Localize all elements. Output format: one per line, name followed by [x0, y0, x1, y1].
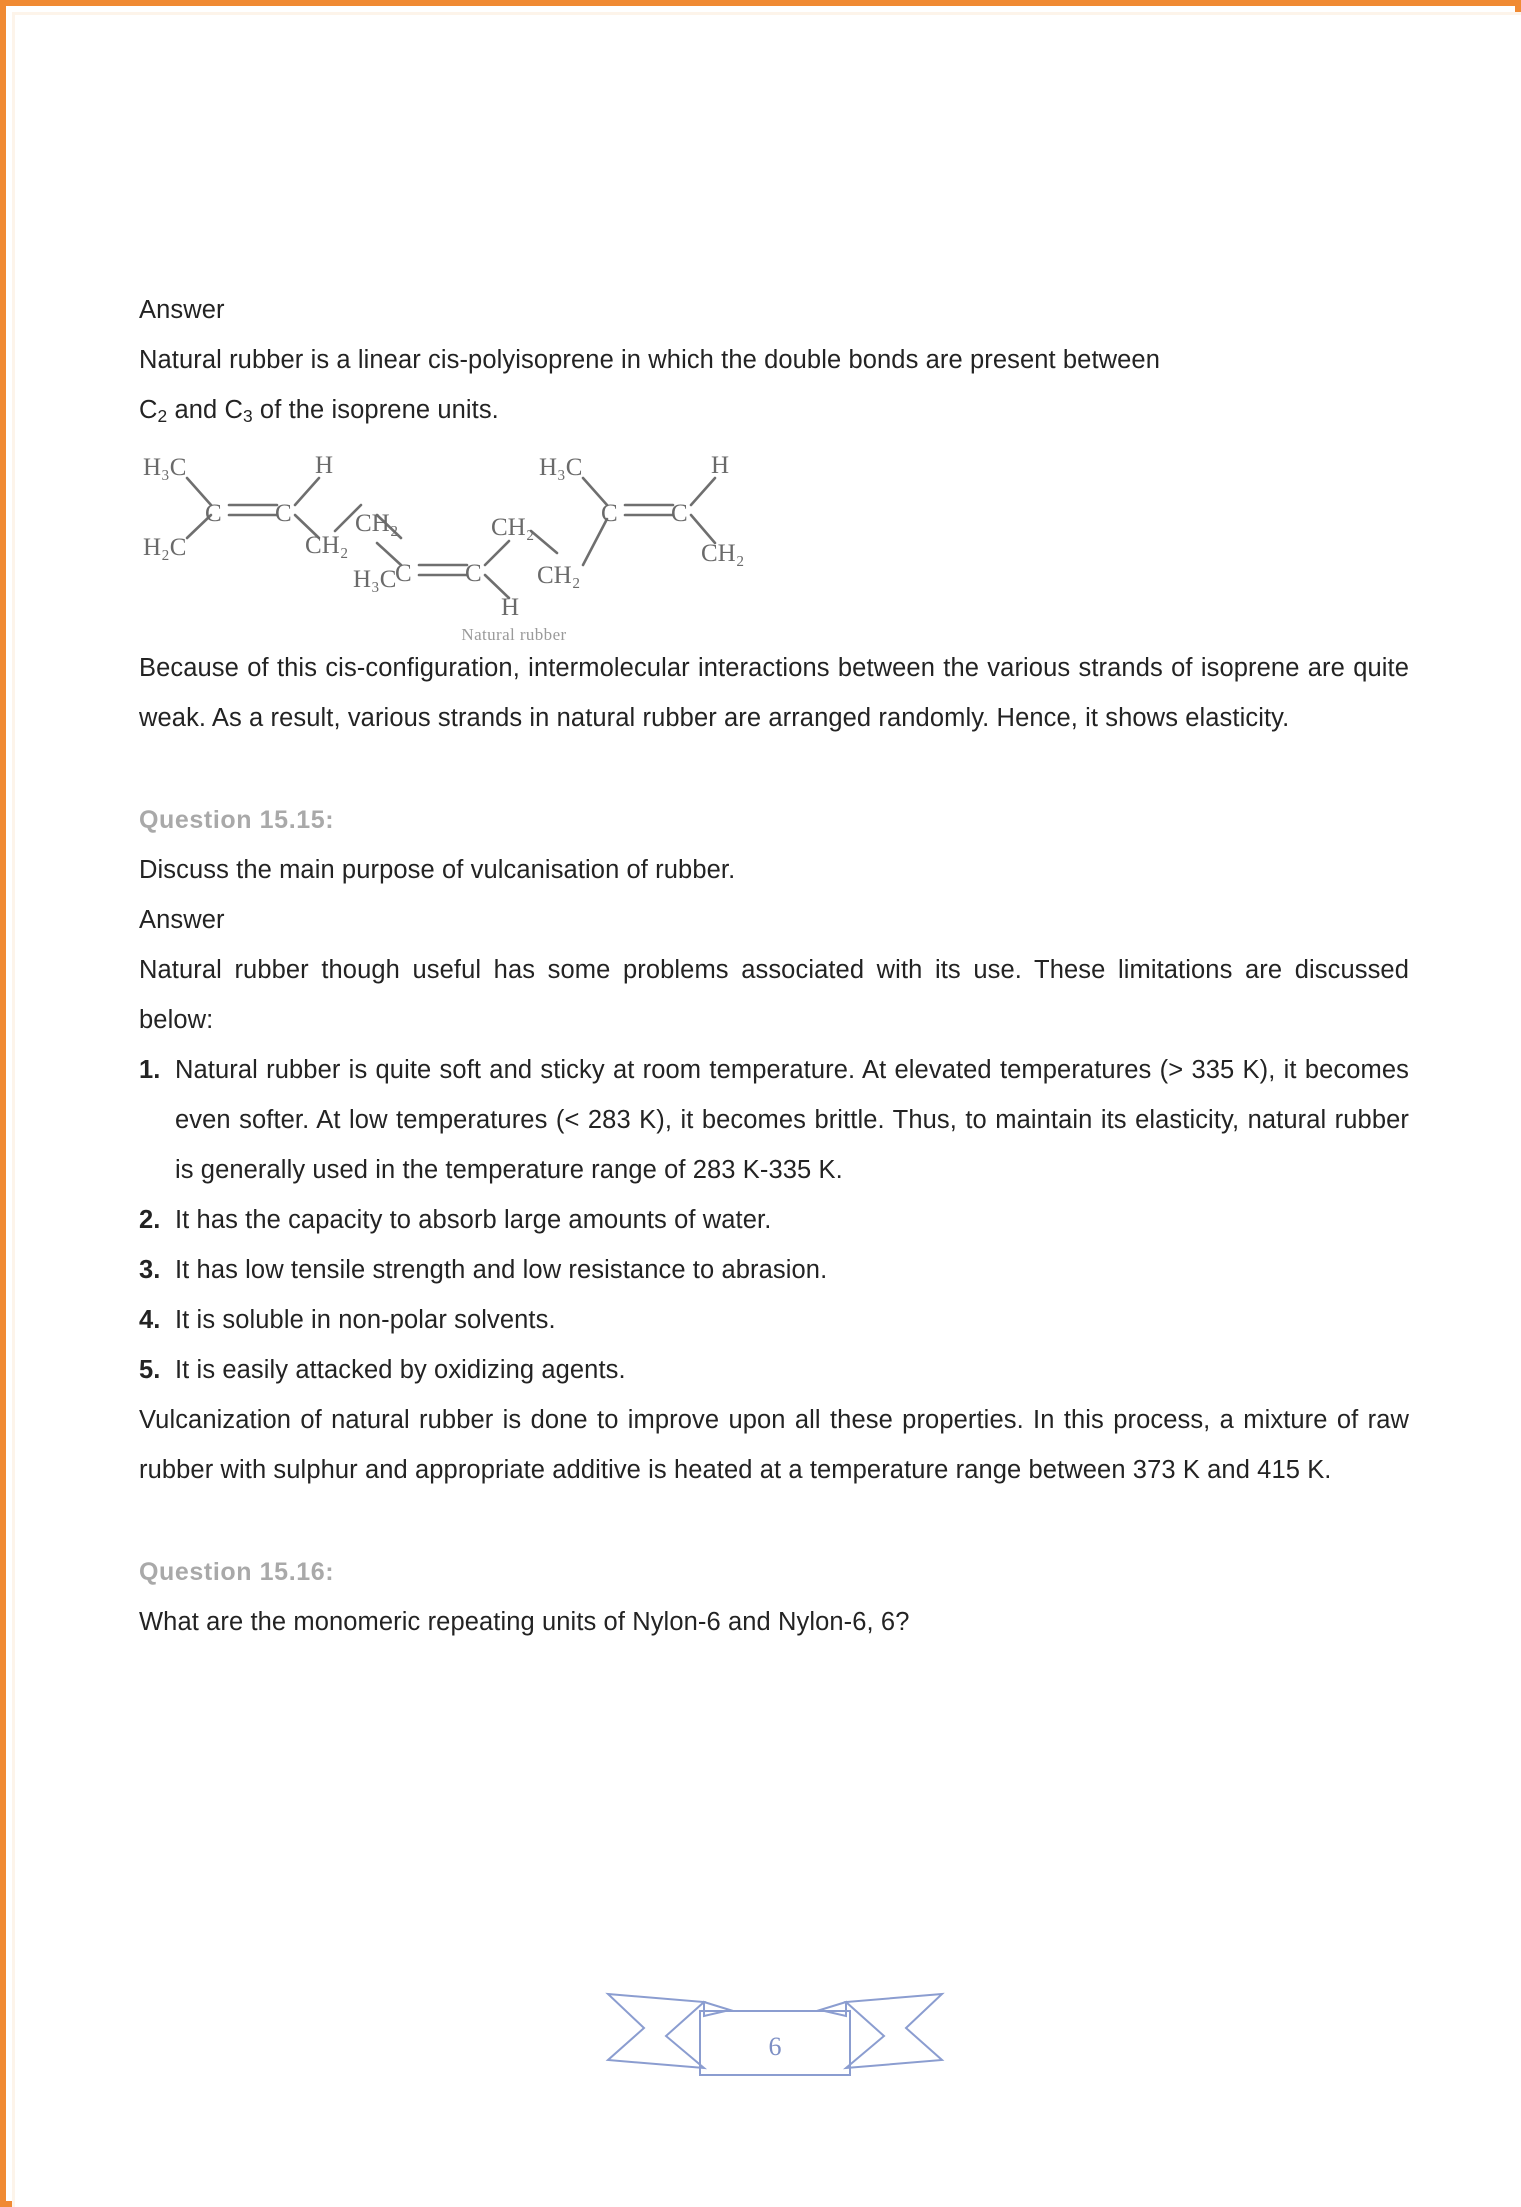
carbon-2-subscript: 2	[157, 405, 168, 426]
section-spacer-2	[139, 1495, 1409, 1547]
label-c-3a: C	[601, 499, 618, 527]
label-h-1: H	[315, 451, 334, 479]
label-c-2a: C	[395, 559, 412, 587]
list-item	[139, 1295, 1409, 1345]
label-ch2-2b: CH₂	[491, 513, 535, 541]
label-c-1b: C	[275, 499, 292, 527]
vulcanization-conclusion-paragraph: Vulcanization of natural rubber is done to improve upon all these properties. In this process, a mixture of raw rubber with sulphur and appropriate additive is heated at a temperature range between 373 K and 415 K.	[139, 1405, 1409, 1484]
label-c-2b: C	[465, 559, 482, 587]
list-item-text: It has the capacity to absorb large amounts of water.	[175, 1205, 772, 1234]
list-item-text: Natural rubber is quite soft and sticky at room temperature. At elevated temperatures (> 335 K), it becomes even softer. At low temperatures (< 283 K), it becomes brittle. Thus, to maintain its elasticity, natural rubber is generally used in the temperature range of 283 K-335 K.	[175, 1055, 1409, 1184]
label-h3c-1: H₃C	[143, 453, 187, 481]
question-15-15-heading: Question 15.15:	[139, 805, 335, 834]
section-spacer-1	[139, 743, 1409, 795]
conjunction-text: and C	[167, 396, 243, 424]
list-item	[139, 1345, 1409, 1395]
question-15-15-text: Discuss the main purpose of vulcanisation of rubber.	[139, 855, 736, 884]
label-c-1a: C	[205, 499, 222, 527]
label-h-2: H	[501, 593, 520, 621]
question-15-16-text: What are the monomeric repeating units of Nylon-6 and Nylon-6, 6?	[139, 1607, 910, 1636]
list-item-number: 1.	[139, 1055, 161, 1084]
label-h3c-2: H₃C	[353, 565, 397, 593]
list-item	[139, 1245, 1409, 1295]
limitations-list	[139, 1045, 1409, 1395]
page-number-ribbon	[600, 1980, 950, 2105]
list-item-text: It is easily attacked by oxidizing agents.	[175, 1355, 626, 1384]
list-item-number: 3.	[139, 1255, 161, 1284]
list-item-number: 4.	[139, 1305, 161, 1334]
carbon-2-label: C	[139, 396, 158, 424]
cis-configuration-paragraph: Because of this cis-configuration, intermolecular interactions between the various strands of isoprene are quite weak. As a result, various strands in natural rubber are arranged randomly. Hence, it shows elasticity.	[139, 653, 1409, 732]
list-item-text: It is soluble in non-polar solvents.	[175, 1305, 556, 1334]
label-ch2-3a: CH₂	[537, 561, 581, 589]
carbon-3-subscript: 3	[243, 405, 253, 426]
natural-rubber-structure-figure	[139, 443, 1409, 643]
list-item-number: 2.	[139, 1205, 161, 1234]
list-item-number: 5.	[139, 1355, 161, 1384]
label-h3c-3: H₃C	[539, 453, 583, 481]
list-item-text: It has low tensile strength and low resistance to abrasion.	[175, 1255, 828, 1284]
label-h2c-1: H₂C	[143, 533, 187, 561]
answer-label-1: Answer	[139, 296, 225, 324]
label-ch2-3b: CH₂	[701, 539, 745, 567]
answer-label-2: Answer	[139, 905, 225, 934]
figure-caption: Natural rubber	[461, 624, 567, 644]
question-15-16-heading: Question 15.16:	[139, 1557, 335, 1586]
list-item	[139, 1045, 1409, 1195]
isoprene-units-text: of the isoprene units.	[252, 396, 499, 424]
label-ch2-2a: CH₂	[355, 509, 399, 537]
answer-1-line-1: Natural rubber is a linear cis-polyisoprene in which the double bonds are present between	[139, 346, 1160, 374]
page-canvas	[12, 12, 1521, 2207]
limitations-intro-paragraph: Natural rubber though useful has some problems associated with its use. These limitations are discussed below:	[139, 955, 1409, 1034]
answer-1-line-2	[139, 385, 1409, 441]
label-ch2-1: CH₂	[305, 531, 349, 559]
list-item	[139, 1195, 1409, 1245]
label-c-3b: C	[671, 499, 688, 527]
page-number: 6	[768, 2032, 782, 2061]
document-content	[139, 285, 1409, 1647]
label-h-3: H	[711, 451, 730, 479]
cis-polyisoprene-diagram	[139, 443, 839, 628]
